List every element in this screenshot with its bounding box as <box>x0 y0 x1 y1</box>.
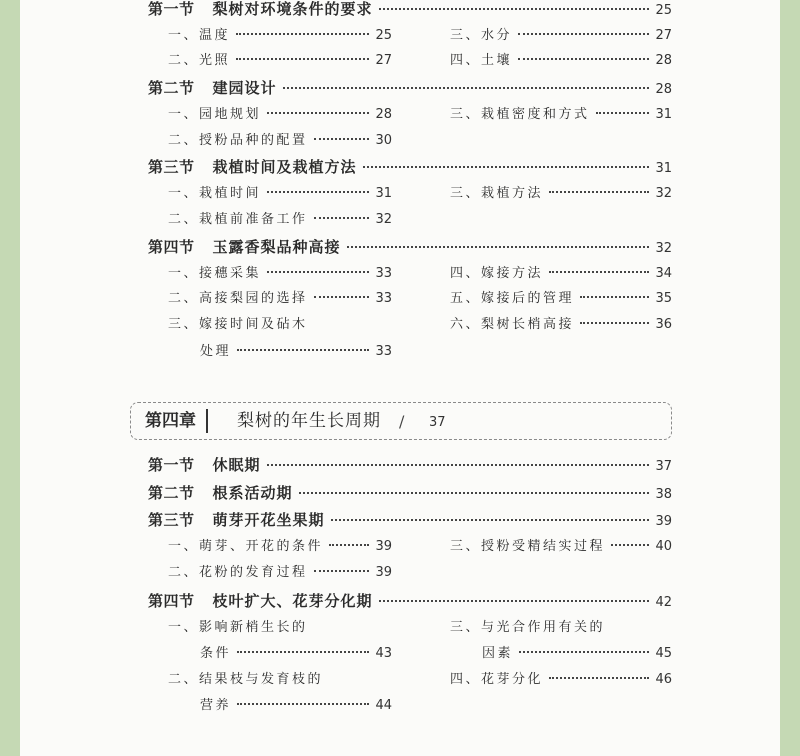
page-number: 27 <box>655 28 672 43</box>
subsection-title: 一、萌芽、开花的条件 <box>168 539 324 554</box>
leader-dots <box>580 296 649 298</box>
toc-subsection[interactable] <box>168 209 392 231</box>
toc-subsection[interactable] <box>168 617 392 639</box>
subsection-title: 三、与光合作用有关的 <box>450 620 606 635</box>
toc-subsection[interactable] <box>168 288 392 310</box>
section-label: 第一节 <box>148 0 195 18</box>
page-number: 32 <box>655 241 672 256</box>
leader-dots <box>331 519 650 521</box>
subsection-title: 二、结果枝与发育枝的 <box>168 672 324 687</box>
toc-subsection[interactable] <box>450 263 672 285</box>
leader-dots <box>518 58 649 60</box>
toc-subsection[interactable] <box>450 536 672 558</box>
subsection-title: 二、花粉的发育过程 <box>168 565 308 580</box>
page-number: 31 <box>655 107 672 122</box>
leader-dots <box>314 570 370 572</box>
leader-dots <box>267 191 369 193</box>
subsection-title: 二、光照 <box>168 53 231 68</box>
subsection-title: 一、温度 <box>168 28 231 43</box>
page-number: 36 <box>655 317 672 332</box>
leader-dots <box>347 246 650 248</box>
section-title: 玉露香梨品种高接 <box>212 238 341 256</box>
page-number: 39 <box>655 514 672 529</box>
leader-dots <box>267 464 650 466</box>
page-number: 39 <box>375 565 392 580</box>
section-title: 梨树对环境条件的要求 <box>212 0 373 18</box>
leader-dots <box>379 600 650 602</box>
toc-subsection-continued[interactable] <box>200 341 392 363</box>
subsection-title: 一、栽植时间 <box>168 186 262 201</box>
section-label: 第二节 <box>148 484 195 502</box>
leader-dots <box>267 271 369 273</box>
section-label: 第四节 <box>148 592 195 610</box>
section-title: 枝叶扩大、花芽分化期 <box>212 592 373 610</box>
toc-subsection-continued[interactable] <box>200 695 392 717</box>
section-title: 根系活动期 <box>212 484 293 502</box>
toc-section[interactable] <box>148 0 672 20</box>
subsection-title: 处理 <box>200 344 232 359</box>
toc-subsection[interactable] <box>168 562 392 584</box>
toc-subsection[interactable] <box>168 50 392 72</box>
page-number: 39 <box>375 539 392 554</box>
subsection-title: 三、授粉受精结实过程 <box>450 539 606 554</box>
page-number: 32 <box>375 212 392 227</box>
subsection-title: 四、花芽分化 <box>450 672 544 687</box>
subsection-title: 一、园地规划 <box>168 107 262 122</box>
page-number: 27 <box>375 53 392 68</box>
subsection-title: 营养 <box>200 698 232 713</box>
subsection-title: 六、梨树长梢高接 <box>450 317 575 332</box>
toc-section[interactable] <box>148 236 672 258</box>
page-number: 37 <box>655 459 672 474</box>
toc-subsection-continued[interactable] <box>200 643 392 665</box>
section-title: 萌芽开花坐果期 <box>212 511 325 529</box>
leader-dots <box>611 544 649 546</box>
page-number: 28 <box>655 82 672 97</box>
subsection-title: 三、嫁接时间及砧木 <box>168 317 308 332</box>
leader-dots <box>519 651 649 653</box>
subsection-title: 二、栽植前准备工作 <box>168 212 308 227</box>
page-number: 28 <box>655 53 672 68</box>
page-number: 31 <box>655 161 672 176</box>
subsection-title: 条件 <box>200 646 232 661</box>
subsection-title: 三、水分 <box>450 28 513 43</box>
leader-dots <box>518 33 649 35</box>
leader-dots <box>299 492 650 494</box>
toc-subsection[interactable] <box>450 314 672 336</box>
subsection-title: 二、授粉品种的配置 <box>168 133 308 148</box>
page-number: 40 <box>655 539 672 554</box>
toc-section[interactable] <box>148 482 672 504</box>
page-number: 30 <box>375 133 392 148</box>
leader-dots <box>549 677 649 679</box>
toc-subsection[interactable] <box>450 288 672 310</box>
section-label: 第二节 <box>148 79 195 97</box>
toc-subsection[interactable] <box>450 669 672 691</box>
page-number: 25 <box>655 3 672 18</box>
toc-subsection[interactable] <box>450 25 672 47</box>
page-number: 33 <box>375 291 392 306</box>
subsection-title: 二、高接梨园的选择 <box>168 291 308 306</box>
toc-subsection[interactable] <box>450 50 672 72</box>
subsection-title: 五、嫁接后的管理 <box>450 291 575 306</box>
page-number: 43 <box>375 646 392 661</box>
section-label: 第一节 <box>148 456 195 474</box>
page-number: 31 <box>375 186 392 201</box>
section-label: 第三节 <box>148 511 195 529</box>
subsection-title: 一、接穗采集 <box>168 266 262 281</box>
chapter-page-number: 37 <box>429 415 446 430</box>
leader-dots <box>549 191 649 193</box>
page-number: 35 <box>655 291 672 306</box>
toc-section[interactable] <box>148 156 672 178</box>
page-number: 33 <box>375 344 392 359</box>
toc-subsection[interactable] <box>168 104 392 126</box>
toc-section[interactable] <box>148 509 672 531</box>
chapter-label: 第四章 <box>145 409 208 433</box>
toc-subsection[interactable] <box>168 183 392 205</box>
toc-subsection-continued[interactable] <box>482 643 672 665</box>
toc-section[interactable] <box>148 77 672 99</box>
leader-dots <box>236 58 369 60</box>
leader-dots <box>237 703 369 705</box>
section-title: 栽植时间及栽植方法 <box>212 158 357 176</box>
leader-dots <box>267 112 369 114</box>
subsection-title: 四、嫁接方法 <box>450 266 544 281</box>
leader-dots <box>596 112 650 114</box>
toc-subsection[interactable] <box>168 25 392 47</box>
toc-subsection[interactable] <box>450 617 672 639</box>
toc-subsection[interactable] <box>168 536 392 558</box>
leader-dots <box>549 271 649 273</box>
toc-section[interactable] <box>148 454 672 476</box>
section-title: 休眠期 <box>212 456 261 474</box>
subsection-title: 三、栽植方法 <box>450 186 544 201</box>
page-number: 45 <box>655 646 672 661</box>
leader-dots <box>283 87 650 89</box>
page-number: 42 <box>655 595 672 610</box>
toc-subsection[interactable] <box>168 263 392 285</box>
toc-page <box>20 0 780 756</box>
section-title: 建园设计 <box>212 79 277 97</box>
leader-dots <box>379 8 650 10</box>
leader-dots <box>314 217 370 219</box>
leader-dots <box>237 651 369 653</box>
toc-subsection[interactable] <box>168 314 392 336</box>
chapter-title: 梨树的年生长周期 <box>237 411 381 431</box>
subsection-title: 因素 <box>482 646 514 661</box>
page-number: 44 <box>375 698 392 713</box>
subsection-title: 一、影响新梢生长的 <box>168 620 308 635</box>
page-number: 34 <box>655 266 672 281</box>
toc-subsection[interactable] <box>450 183 672 205</box>
toc-section[interactable] <box>148 590 672 612</box>
leader-dots <box>314 138 370 140</box>
page-number: 28 <box>375 107 392 122</box>
leader-dots <box>329 544 369 546</box>
toc-subsection[interactable] <box>168 130 392 152</box>
page-number: 25 <box>375 28 392 43</box>
page-number: 46 <box>655 672 672 687</box>
toc-subsection[interactable] <box>168 669 392 691</box>
section-label: 第四节 <box>148 238 195 256</box>
chapter-heading[interactable] <box>130 402 672 440</box>
leader-dots <box>237 349 369 351</box>
page-number: 33 <box>375 266 392 281</box>
leader-dots <box>580 322 649 324</box>
leader-dots <box>363 166 650 168</box>
page-number: 32 <box>655 186 672 201</box>
leader-dots <box>236 33 369 35</box>
section-label: 第三节 <box>148 158 195 176</box>
leader-dots <box>314 296 370 298</box>
page-number: 38 <box>655 487 672 502</box>
subsection-title: 三、栽植密度和方式 <box>450 107 590 122</box>
toc-subsection[interactable] <box>450 104 672 126</box>
subsection-title: 四、土壤 <box>450 53 513 68</box>
chapter-separator: / <box>399 412 405 431</box>
